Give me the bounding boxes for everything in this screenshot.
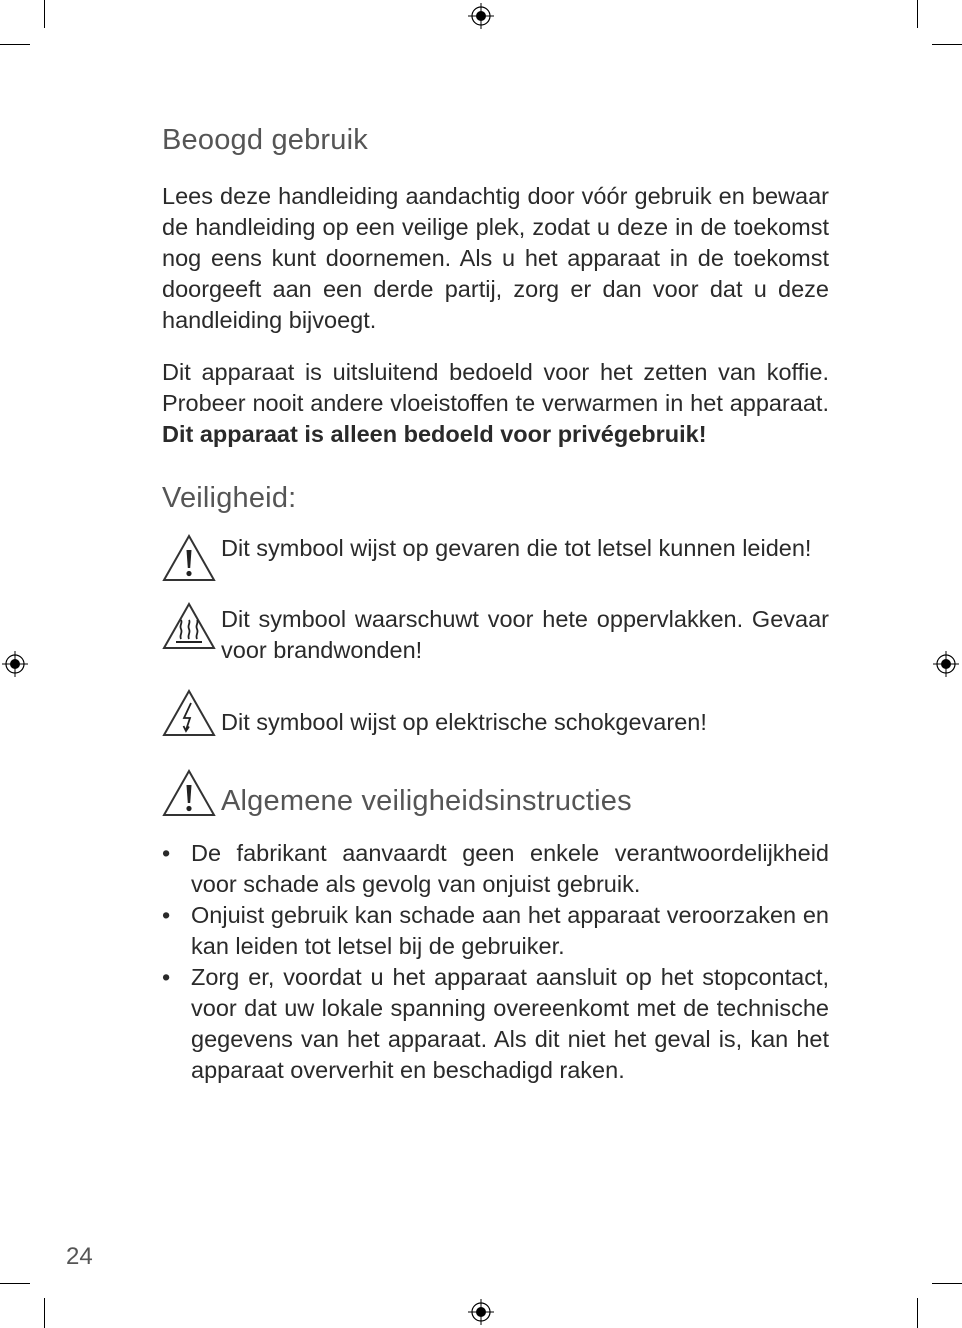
paragraph-usage-restriction bbox=[162, 357, 829, 450]
hot-surface-icon bbox=[162, 601, 216, 651]
general-safety-list bbox=[162, 838, 829, 1086]
usage-restriction-text: Dit apparaat is uitsluitend bedoeld voor het zetten van koffie. Probeer nooit andere vloeistoffen te verwarmen in het apparaat. bbox=[162, 359, 829, 416]
safety-symbol-row bbox=[162, 533, 829, 583]
heading-intended-use: Beoogd gebruik bbox=[162, 124, 368, 156]
general-safety-heading-row bbox=[162, 768, 829, 818]
safety-symbol-row bbox=[162, 604, 829, 666]
symbol-description: Dit symbool wijst op elektrische schokgevaren! bbox=[221, 709, 707, 735]
list-item bbox=[162, 962, 829, 1086]
heading-general-safety: Algemene veiligheidsinstructies bbox=[221, 785, 632, 817]
bullet: • bbox=[162, 964, 171, 990]
crop-mark bbox=[932, 1283, 962, 1284]
list-item-text: De fabrikant aanvaardt geen enkele verantwoordelijkheid voor schade als gevolg van onjuist gebruik. bbox=[191, 840, 829, 897]
crop-mark bbox=[917, 0, 918, 28]
symbol-description: Dit symbool waarschuwt voor hete oppervlakken. Gevaar voor brandwonden! bbox=[221, 606, 829, 663]
crop-mark bbox=[44, 0, 45, 28]
page-number: 24 bbox=[66, 1243, 93, 1270]
safety-symbol-row bbox=[162, 688, 829, 738]
list-item bbox=[162, 900, 829, 962]
list-item bbox=[162, 838, 829, 900]
electric-shock-icon bbox=[162, 688, 216, 738]
warning-exclamation-icon bbox=[162, 533, 216, 583]
registration-mark-icon bbox=[2, 651, 28, 677]
bullet: • bbox=[162, 840, 171, 866]
crop-mark bbox=[44, 1298, 45, 1328]
registration-mark-icon bbox=[468, 3, 494, 29]
list-item-text: Onjuist gebruik kan schade aan het apparaat veroorzaken en kan leiden tot letsel bij de gebruiker. bbox=[191, 902, 829, 959]
heading-safety: Veiligheid: bbox=[162, 482, 297, 514]
bullet: • bbox=[162, 902, 171, 928]
symbol-description: Dit symbool wijst op gevaren die tot letsel kunnen leiden! bbox=[221, 535, 812, 561]
registration-mark-icon bbox=[468, 1299, 494, 1325]
list-item-text: Zorg er, voordat u het apparaat aansluit op het stopcontact, voor dat uw lokale spanning overeenkomt met de technische gegevens van het apparaat. Als dit niet het geval is, kan het apparaat oververhit en beschadigd raken. bbox=[191, 964, 829, 1083]
crop-mark bbox=[0, 44, 30, 45]
registration-mark-icon bbox=[933, 651, 959, 677]
page-content bbox=[162, 124, 829, 1086]
paragraph-intended-use: Lees deze handleiding aandachtig door vóór gebruik en bewaar de handleiding op een veilige plek, zodat u deze in de toekomst nog eens kunt doornemen. Als u het apparaat in de toekomst doorgeeft aan een derde partij, zorg er dan voor dat u deze handleiding bijvoegt. bbox=[162, 183, 829, 333]
crop-mark bbox=[0, 1283, 30, 1284]
private-use-note: Dit apparaat is alleen bedoeld voor privégebruik! bbox=[162, 421, 707, 447]
crop-mark bbox=[917, 1298, 918, 1328]
warning-exclamation-icon bbox=[162, 768, 216, 818]
crop-mark bbox=[932, 44, 962, 45]
